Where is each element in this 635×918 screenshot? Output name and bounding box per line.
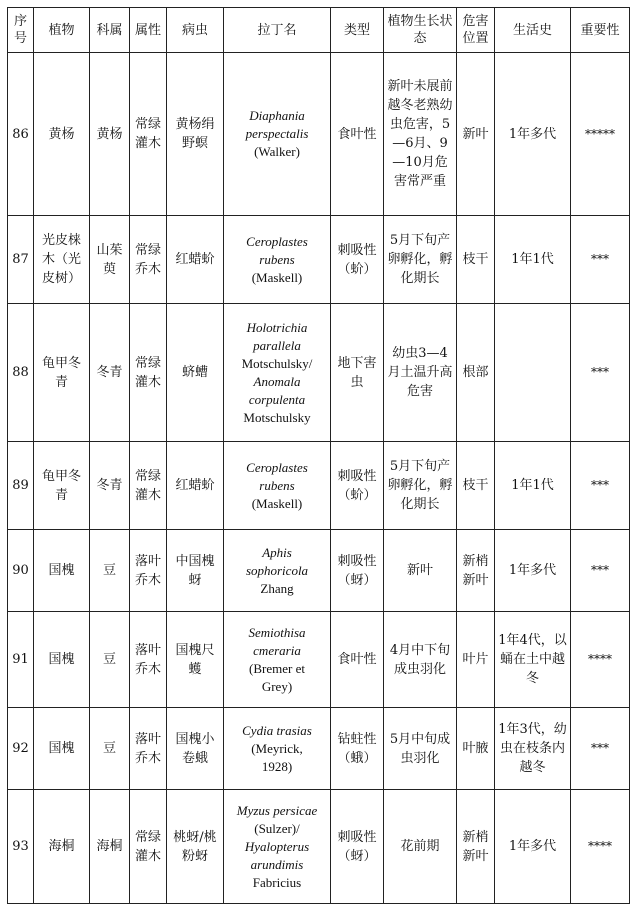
header-family: 科属 — [90, 8, 130, 53]
cell-no: 88 — [8, 304, 34, 442]
cell-importance: *** — [571, 304, 630, 442]
header-type: 类型 — [331, 8, 384, 53]
cell-history: 1年1代 — [495, 442, 571, 530]
cell-history — [495, 304, 571, 442]
cell-latin — [224, 442, 331, 530]
cell-latin — [224, 790, 331, 904]
latin-line: Ceroplastes — [246, 233, 308, 249]
cell-history: 1年3代，幼虫在枝条内越冬 — [495, 708, 571, 790]
cell-latin — [224, 53, 331, 216]
cell-importance: *** — [571, 442, 630, 530]
cell-family: 海桐 — [90, 790, 130, 904]
cell-latin — [224, 216, 331, 304]
latin-line: sophoricola — [245, 562, 309, 578]
latin-line: cmeraria — [253, 642, 301, 658]
cell-type: 食叶性 — [331, 612, 384, 708]
latin-line: Motschulsky/ — [241, 355, 313, 371]
cell-status: 4月中下旬成虫羽化 — [384, 612, 457, 708]
cell-history: 1年多代 — [495, 530, 571, 612]
header-plant: 植物 — [34, 8, 90, 53]
cell-plant: 国槐 — [34, 708, 90, 790]
latin-line: (Walker) — [254, 144, 300, 159]
cell-status: 5月下旬产卵孵化，孵化期长 — [384, 442, 457, 530]
cell-position: 新叶 — [457, 53, 495, 216]
cell-latin — [224, 304, 331, 442]
cell-family: 冬青 — [90, 442, 130, 530]
cell-attr: 常绿乔木 — [130, 216, 167, 304]
cell-pest: 桃蚜/桃粉蚜 — [167, 790, 224, 904]
cell-importance: **** — [571, 612, 630, 708]
table-row — [8, 304, 630, 442]
cell-status: 幼虫3—4月土温升高危害 — [384, 304, 457, 442]
latin-line: Ceroplastes — [246, 459, 308, 475]
cell-status: 5月下旬产卵孵化，孵化期长 — [384, 216, 457, 304]
cell-position: 新梢新叶 — [457, 790, 495, 904]
cell-type: 刺吸性（蚜） — [331, 530, 384, 612]
cell-status: 花前期 — [384, 790, 457, 904]
cell-attr: 落叶乔木 — [130, 708, 167, 790]
cell-importance: *** — [571, 708, 630, 790]
table-row — [8, 442, 630, 530]
cell-position: 枝干 — [457, 442, 495, 530]
table-row — [8, 708, 630, 790]
latin-line: Aphis — [262, 544, 292, 560]
latin-line: Hyalopterus — [244, 838, 310, 854]
cell-status: 5月中旬成虫羽化 — [384, 708, 457, 790]
cell-pest: 红蜡蚧 — [167, 442, 224, 530]
header-attr: 属性 — [130, 8, 167, 53]
latin-line: Zhang — [260, 580, 294, 596]
cell-position: 根部 — [457, 304, 495, 442]
cell-no: 90 — [8, 530, 34, 612]
cell-family: 豆 — [90, 708, 130, 790]
latin-line: 1928) — [261, 758, 293, 774]
latin-line: arundimis — [250, 856, 304, 872]
latin-line: Motschulsky — [243, 409, 311, 425]
latin-line: (Sulzer)/ — [254, 820, 300, 836]
cell-history: 1年多代 — [495, 790, 571, 904]
cell-type: 刺吸性（蚧） — [331, 216, 384, 304]
cell-attr: 落叶乔木 — [130, 612, 167, 708]
latin-line: Myzus persicae — [236, 802, 318, 818]
cell-plant: 海桐 — [34, 790, 90, 904]
latin-line: (Meyrick, — [251, 740, 303, 756]
cell-position: 叶片 — [457, 612, 495, 708]
cell-plant: 龟甲冬青 — [34, 304, 90, 442]
cell-attr: 常绿灌木 — [130, 53, 167, 216]
cell-family: 黄杨 — [90, 53, 130, 216]
cell-attr: 落叶乔木 — [130, 530, 167, 612]
cell-plant: 国槐 — [34, 530, 90, 612]
latin-line: (Bremer et — [249, 660, 305, 676]
latin-line: (Maskell) — [251, 269, 303, 285]
cell-family: 豆 — [90, 612, 130, 708]
cell-pest: 国槐尺蠖 — [167, 612, 224, 708]
header-position: 危害位置 — [457, 8, 495, 53]
cell-type: 钻蛀性（蛾） — [331, 708, 384, 790]
latin-line: Diaphania — [249, 108, 305, 123]
table-row — [8, 790, 630, 904]
latin-line: Fabricius — [252, 874, 302, 890]
cell-history: 1年4代，以蛹在土中越冬 — [495, 612, 571, 708]
cell-importance: *** — [571, 530, 630, 612]
pest-table — [7, 7, 630, 904]
latin-line: Semiothisa — [248, 624, 306, 640]
header-latin: 拉丁名 — [224, 8, 331, 53]
cell-history: 1年多代 — [495, 53, 571, 216]
table-row — [8, 216, 630, 304]
table-row — [8, 530, 630, 612]
cell-importance: **** — [571, 790, 630, 904]
cell-no: 89 — [8, 442, 34, 530]
table-row — [8, 53, 630, 216]
cell-history: 1年1代 — [495, 216, 571, 304]
latin-line: rubens — [259, 251, 295, 267]
cell-type: 地下害虫 — [331, 304, 384, 442]
header-importance: 重要性 — [571, 8, 630, 53]
cell-importance: *** — [571, 216, 630, 304]
cell-plant: 国槐 — [34, 612, 90, 708]
cell-type: 食叶性 — [331, 53, 384, 216]
cell-attr: 常绿灌木 — [130, 304, 167, 442]
header-row — [8, 8, 630, 53]
cell-status: 新叶未展前越冬老熟幼虫危害，5—6月、9—10月危害常严重 — [384, 53, 457, 216]
latin-line: corpulenta — [248, 391, 306, 407]
cell-pest: 中国槐蚜 — [167, 530, 224, 612]
cell-pest: 红蜡蚧 — [167, 216, 224, 304]
cell-family: 山茱萸 — [90, 216, 130, 304]
cell-position: 叶腋 — [457, 708, 495, 790]
cell-pest: 国槐小卷蛾 — [167, 708, 224, 790]
cell-no: 93 — [8, 790, 34, 904]
cell-no: 92 — [8, 708, 34, 790]
latin-line: Anomala — [253, 373, 301, 389]
latin-line: Holotrichia — [246, 319, 308, 335]
cell-position: 枝干 — [457, 216, 495, 304]
cell-importance: ***** — [571, 53, 630, 216]
cell-no: 86 — [8, 53, 34, 216]
latin-line: Cydia trasias — [242, 722, 312, 738]
cell-latin — [224, 708, 331, 790]
cell-position: 新梢新叶 — [457, 530, 495, 612]
latin-line: rubens — [259, 477, 295, 493]
table-row — [8, 612, 630, 708]
cell-family: 豆 — [90, 530, 130, 612]
cell-no: 91 — [8, 612, 34, 708]
header-no: 序号 — [8, 8, 34, 53]
cell-plant: 龟甲冬青 — [34, 442, 90, 530]
cell-status: 新叶 — [384, 530, 457, 612]
latin-line: Grey) — [261, 678, 293, 694]
header-status: 植物生长状态 — [384, 8, 457, 53]
header-pest: 病虫 — [167, 8, 224, 53]
cell-pest: 黄杨绢野螟 — [167, 53, 224, 216]
header-history: 生活史 — [495, 8, 571, 53]
cell-latin — [224, 530, 331, 612]
cell-plant: 光皮梾木（光皮树） — [34, 216, 90, 304]
cell-plant: 黄杨 — [34, 53, 90, 216]
cell-pest: 蛴螬 — [167, 304, 224, 442]
latin-line: (Maskell) — [251, 495, 303, 511]
cell-type: 刺吸性（蚜） — [331, 790, 384, 904]
latin-line: parallela — [253, 337, 301, 353]
latin-line: perspectalis — [245, 126, 309, 141]
cell-family: 冬青 — [90, 304, 130, 442]
cell-type: 刺吸性（蚧） — [331, 442, 384, 530]
cell-attr: 常绿灌木 — [130, 790, 167, 904]
cell-latin — [224, 612, 331, 708]
cell-no: 87 — [8, 216, 34, 304]
cell-attr: 常绿灌木 — [130, 442, 167, 530]
